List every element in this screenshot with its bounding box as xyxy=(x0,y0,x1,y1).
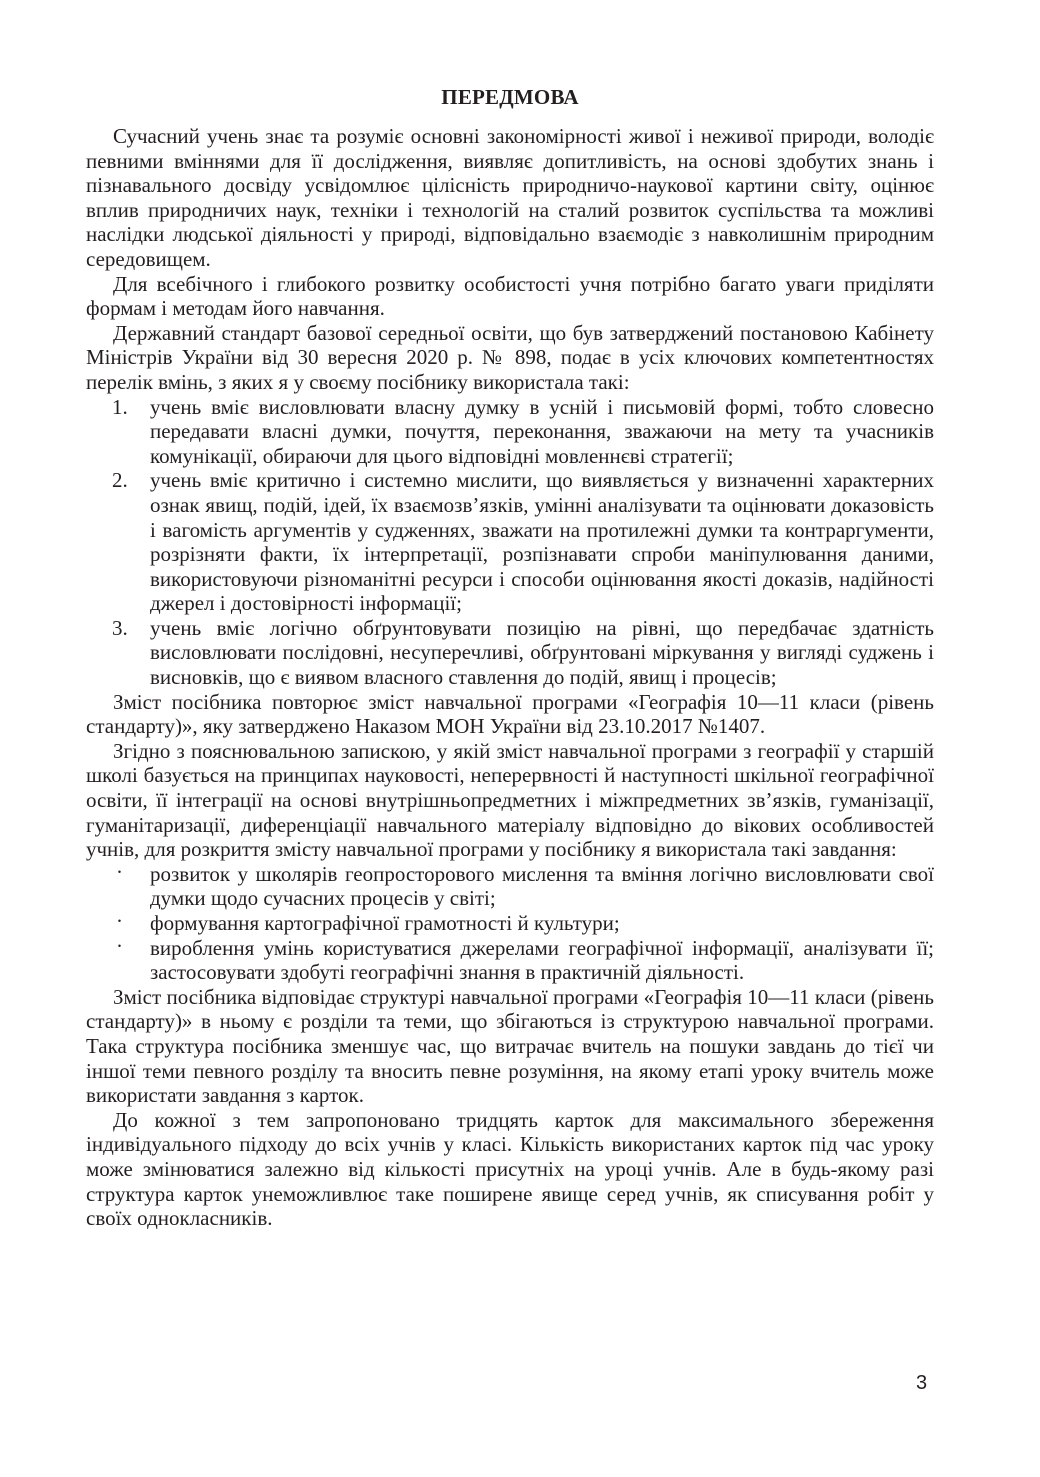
paragraph-program-content: Зміст посібника повторює зміст навчальної програми «Географія 10—11 класи (рівень стандарту)», яку затверджено Наказом МОН України від 23.10.2017 №1407. xyxy=(86,689,934,739)
list-item-text: учень вміє логічно обґрунтовувати позицію на рівні, що передбачає здатність висловлювати послідовні, несуперечливі, обґрунтовані міркування у вигляді суджень і висновків, що є виявом власного ставлення до подій, явищ і процесів; xyxy=(150,615,934,690)
list-item-text: учень вміє висловлювати власну думку в усній і письмовій формі, тобто словесно передавати власні думки, почуття, переконання, зважаючи на мету та учасників комунікації, обираючи для цього відповідні мовленнєві стратегії; xyxy=(150,394,934,468)
list-item xyxy=(86,395,934,469)
bullet-marker: · xyxy=(116,933,123,958)
bullet-marker: · xyxy=(116,859,123,884)
list-item xyxy=(86,859,934,911)
paragraph-structure: Зміст посібника відповідає структурі навчальної програми «Географія 10—11 класи (рівень стандарту)» в ньому є розділи та теми, що збігаються із структурою навчальної програми. Така структура посібника зменшує час, що витрачає вчитель на пошуки завдань до тієї чи іншої теми певного розділу та вносить певне розуміння, на якому етапі уроку вчитель може використати завдання з карток. xyxy=(86,984,934,1108)
list-number: 2. xyxy=(112,468,128,493)
list-number: 1. xyxy=(112,394,128,419)
page-title: ПЕРЕДМОВА xyxy=(441,85,579,109)
list-number: 3. xyxy=(112,615,128,640)
list-item-text: вироблення умінь користуватися джерелами географічної інформації, аналізувати її; застосовувати здобуті географічні знання в практичній діяльності. xyxy=(150,935,934,985)
preface-page xyxy=(86,84,934,1231)
paragraph-intro: Сучасний учень знає та розуміє основні закономірності живої і неживої природи, володіє певними вміннями для її дослідження, виявляє допитливість, на основі здобутих знань і пізнавального досвіду усвідомлює цілісність природничо-наукової картини світу, оцінює вплив природничих наук, техніки і технологій на сталий розвиток суспільства та можливі наслідки людської діяльності у природі, відповідально взаємодіє з навколишнім природним середовищем. xyxy=(86,124,934,271)
list-item-text: учень вміє критично і системно мислити, що виявляється у визначенні характерних ознак явищ, подій, ідей, їх взаємозв’язків, умінні аналізувати та оцінювати доказовість і вагомість аргументів у судженнях, зважати на протилежні думки та контраргументи, розрізняти факти, їх інтерпретації, розпізнавати спроби маніпулювання даними, використовуючи різноманітні ресурси і способи оцінювання якості доказів, надійності джерел і достовірності інформації; xyxy=(150,468,934,616)
numbered-skills-list xyxy=(86,395,934,690)
page-number: 3 xyxy=(916,1372,928,1394)
list-item-text: розвиток у школярів геопросторового мислення та вміння логічно висловлювати свої думки щодо сучасних процесів у світі; xyxy=(150,861,934,911)
list-item xyxy=(86,911,934,936)
paragraph-explanatory-note: Згідно з пояснювальною запискою, у якій зміст навчальної програми з географії у старшій школі базується на принципах науковості, неперервності й наступності шкільної географічної освіти, її інтеграції на основі внутрішньопредметних і міжпредметних зв’язків, гуманізації, гуманітаризації, диференціації навчального матеріалу відповідно до вікових особливостей учнів, для розкриття змісту навчальної програми у посібнику я використала такі завдання: xyxy=(86,738,934,862)
bullet-marker: · xyxy=(116,909,123,933)
paragraph-development: Для всебічного і глибокого розвитку особистості учня потрібно багато уваги приділяти формам і методам його навчання. xyxy=(86,271,934,321)
list-item-text: формування картографічної грамотності й культури; xyxy=(150,911,620,935)
list-item xyxy=(86,468,934,616)
list-item xyxy=(86,933,934,985)
bullet-tasks-list xyxy=(86,859,934,985)
paragraph-cards: До кожної з тем запропоновано тридцять карток для максимального збереження індивідуального підходу до всіх учнів у класі. Кількість використаних карток під час уроку може змінюватися залежно від кількості присутніх на уроці учнів. Але в будь-якому разі структура карток унеможливлює таке поширене явище серед учнів, як списування робіт у своїх однокласників. xyxy=(86,1107,934,1231)
list-item xyxy=(86,616,934,690)
paragraph-standard: Державний стандарт базової середньої освіти, що був затверджений постановою Кабінету Міністрів України від 30 вересня 2020 р. № 898, подає в усіх ключових компетентностях перелік вмінь, з яких я у своєму посібнику використала такі: xyxy=(86,320,934,394)
